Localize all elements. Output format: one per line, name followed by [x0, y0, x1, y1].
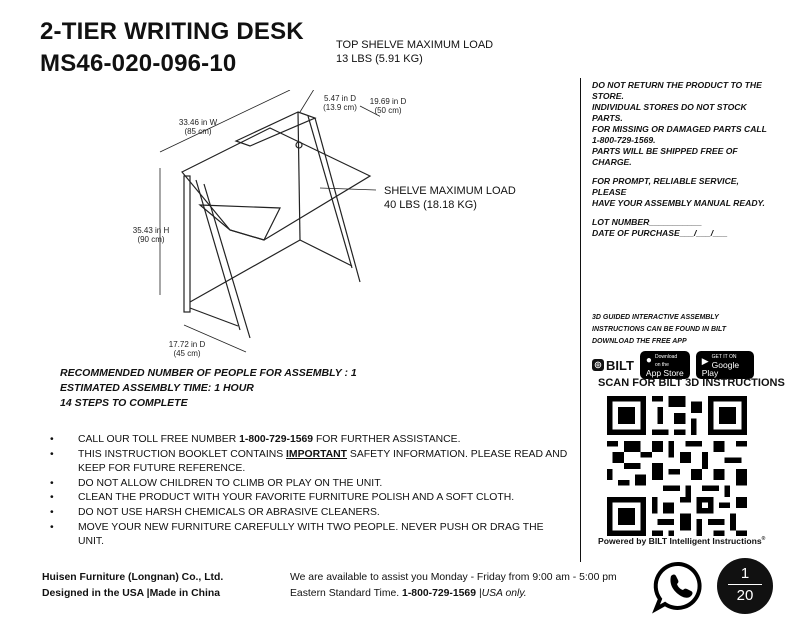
phone-icon [652, 560, 706, 614]
powered-by: Powered by BILT Intelligent Instructions® [598, 536, 766, 546]
desk-surface [182, 128, 370, 240]
height-dimension: 35.43 in H (90 cm) [132, 226, 170, 244]
column-divider [580, 78, 581, 562]
play-icon: ▶ [701, 356, 709, 366]
top-shelf-load: TOP SHELVE MAXIMUM LOAD 13 LBS (5.91 KG) [336, 39, 494, 65]
model-number: MS46-020-096-10 [40, 50, 237, 77]
page-indicator: 1 20 [717, 558, 773, 614]
bilt-info: 3D GUIDED INTERACTIVE ASSEMBLY INSTRUCTIONS CAN BE FOUND IN BILT DOWNLOAD THE FREE APP [592, 314, 727, 345]
list-item: • THIS INSTRUCTION BOOKLET CONTAINS IMPORTANT SAFETY INFORMATION. PLEASE READ AND [50, 448, 568, 460]
top-shelf [236, 112, 315, 146]
assembly-info: RECOMMENDED NUMBER OF PEOPLE FOR ASSEMBLY : 1 ESTIMATED ASSEMBLY TIME: 1 HOUR 14 STEPS TO COMPLETE [60, 367, 357, 409]
support-phone[interactable]: 1-800-729-1569 [402, 588, 476, 599]
company-info: Huisen Furniture (Longnan) Co., Ltd. Designed in the USA |Made in China [42, 572, 224, 599]
apple-icon: ● [645, 355, 652, 366]
support-info: We are available to assist you Monday - Friday from 9:00 am - 5:00 pm Eastern Standard Time. 1-800-729-1569 |USA only. [290, 572, 617, 599]
depth-dimension: 19.69 in D (50 cm) [369, 97, 407, 115]
shelf-depth-dimension: 5.47 in D (13.9 cm) [323, 94, 357, 112]
width-dimension: 33.46 in W (85 cm) [178, 118, 218, 136]
bilt-logo-icon: ◎ [592, 359, 604, 371]
return-notice: DO NOT RETURN THE PRODUCT TO THE STORE. INDIVIDUAL STORES DO NOT STOCK PARTS. FOR MISSING OR DAMAGED PARTS CALL 1-800-729-1569. PARTS WILL BE SHIPPED FREE OF CHARGE. FOR PROMPT, RELIABLE SERVICE, PLEASE HAVE YOUR ASSEMBLY MANUAL READY. LOT NUMBER___________ DATE OF PURCHASE___/___/___ [592, 80, 767, 238]
safety-list [50, 433, 570, 550]
list-item-continuation: KEEP FOR FUTURE REFERENCE. [78, 463, 246, 475]
bilt-badges [592, 351, 754, 379]
list-item: • MOVE YOUR NEW FURNITURE CAREFULLY WITH TWO PEOPLE. NEVER PUSH OR DRAG THE UNIT. [50, 521, 544, 548]
scan-heading: SCAN FOR BILT 3D INSTRUCTIONS [598, 377, 785, 389]
bilt-logo[interactable]: ◎ BILT [592, 358, 634, 373]
list-item: • DO NOT ALLOW CHILDREN TO CLIMB OR PLAY ON THE UNIT. [50, 477, 383, 489]
list-item: • CALL OUR TOLL FREE NUMBER 1-800-729-1569 FOR FURTHER ASSISTANCE. [50, 434, 461, 445]
product-title: 2-TIER WRITING DESK [40, 18, 304, 45]
list-item: • DO NOT USE HARSH CHEMICALS OR ABRASIVE CLEANERS. [50, 506, 380, 518]
shelf-load: SHELVE MAXIMUM LOAD 40 LBS (18.18 KG) [384, 185, 516, 211]
base-depth-dimension: 17.72 in D (45 cm) [168, 340, 206, 358]
qr-code[interactable] [607, 396, 747, 536]
list-item: • CLEAN THE PRODUCT WITH YOUR FAVORITE FURNITURE POLISH AND A SOFT CLOTH. [50, 492, 515, 504]
app-store-button[interactable]: ● Download on the App Store [640, 351, 690, 379]
google-play-button[interactable]: ▶ GET IT ON Google Play [696, 351, 754, 379]
